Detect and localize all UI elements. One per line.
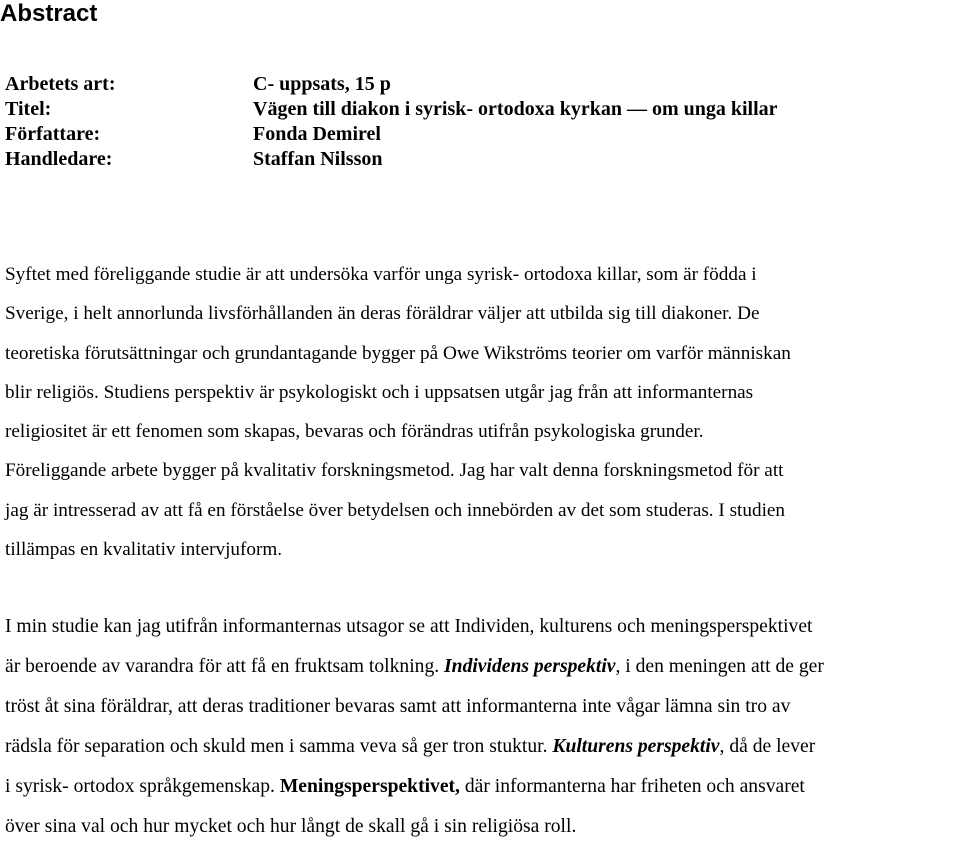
text-line: teoretiska förutsättningar och grundantagande bygger på Owe Wikströms teorier om varför människan [5, 342, 791, 364]
text-line: tröst åt sina föräldrar, att deras traditioner bevaras samt att informanterna inte vågar lämna sin tro av [5, 696, 791, 717]
text-run: rädsla för separation och skuld men i samma veva så ger tron stuktur. [5, 736, 553, 757]
meta-row-supervisor [5, 147, 778, 172]
meta-row-type [5, 72, 778, 97]
text-line: jag är intresserad av att få en förståelse över betydelsen och innebörden av det som studeras. I studien [5, 499, 786, 521]
abstract-paragraph-2 [5, 607, 960, 847]
meta-label: Titel: [5, 98, 52, 120]
text-line: blir religiös. Studiens perspektiv är psykologiskt och i uppsatsen utgår jag från att informanternas [5, 381, 754, 403]
emphasis-meningsperspektivet: Meningsperspektivet, [279, 776, 460, 797]
text-line: religiositet är ett fenomen som skapas, bevaras och förändras utifrån psykologiska grunder. [5, 421, 704, 443]
text-line [5, 767, 960, 807]
meta-value: Staffan Nilsson [253, 148, 383, 170]
meta-value: C- uppsats, 15 p [253, 73, 391, 95]
text-line: tillämpas en kvalitativ intervjuform. [5, 539, 283, 561]
meta-row-title [5, 97, 778, 122]
text-line: I min studie kan jag utifrån informanternas utsagor se att Individen, kulturens och meningsperspektivet [5, 616, 813, 637]
thesis-metadata [5, 72, 778, 172]
text-run: , då de lever [719, 736, 816, 757]
abstract-paragraph-1 [5, 255, 960, 569]
emphasis-kulturens-perspektiv: Kulturens perspektiv [552, 736, 720, 757]
meta-row-author [5, 122, 778, 147]
meta-label: Handledare: [5, 148, 113, 170]
meta-label: Arbetets art: [5, 73, 116, 95]
text-run: i syrisk- ortodox språkgemenskap. [5, 776, 280, 797]
text-line: Syftet med föreliggande studie är att undersöka varför unga syrisk- ortodoxa killar, som är födda i [5, 264, 757, 285]
meta-value: Vägen till diakon i syrisk- ortodoxa kyrkan — om unga killar [253, 98, 778, 120]
page-title: Abstract [0, 0, 98, 27]
text-line: över sina val och hur mycket och hur långt de skall gå i sin religiösa roll. [5, 816, 577, 837]
text-run: , i den meningen att de ger [615, 656, 824, 677]
text-line [5, 727, 960, 767]
text-line [5, 647, 960, 687]
text-line: Sverige, i helt annorlunda livsförhållanden än deras föräldrar väljer att utbilda sig till diakoner. De [5, 303, 760, 325]
text-run: där informanterna har friheten och ansvaret [459, 776, 805, 797]
meta-value: Fonda Demirel [253, 123, 381, 145]
text-run: är beroende av varandra för att få en fruktsam tolkning. [5, 656, 445, 677]
emphasis-individens-perspektiv: Individens perspektiv [444, 656, 616, 677]
text-line: Föreliggande arbete bygger på kvalitativ forskningsmetod. Jag har valt denna forskningsmetod för att [5, 460, 784, 482]
meta-label: Författare: [5, 123, 101, 145]
